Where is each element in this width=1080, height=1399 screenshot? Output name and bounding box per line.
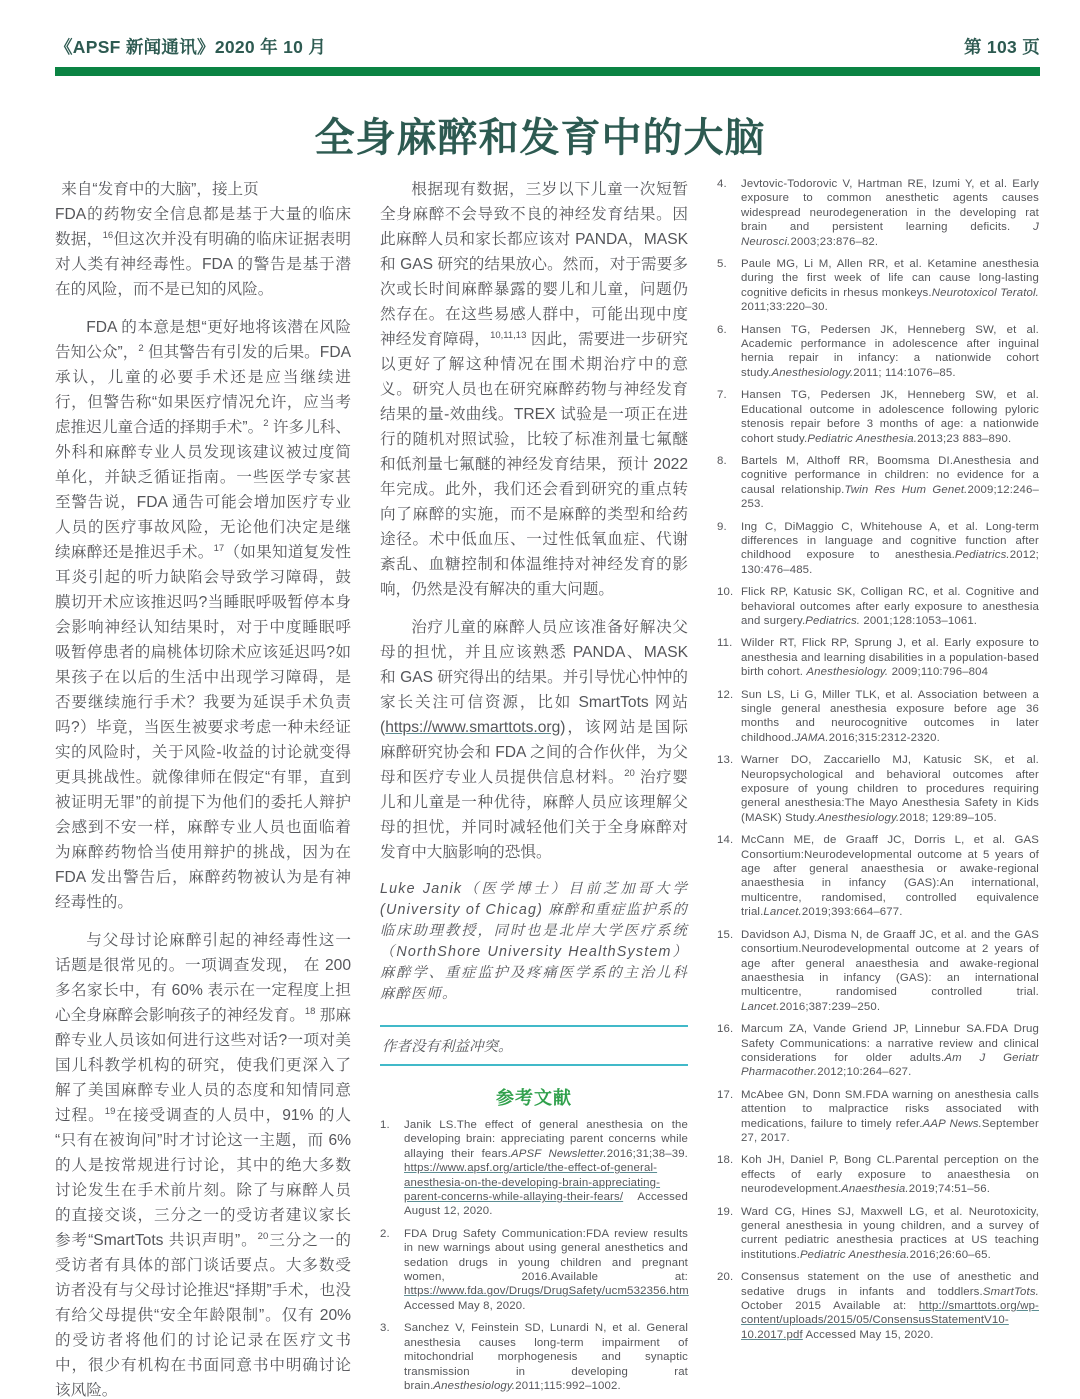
reference-number: 15. [717, 928, 734, 941]
reference-item [717, 688, 1039, 746]
page-number: 第 103 页 [963, 37, 1040, 57]
reference-item [717, 520, 1039, 578]
text-segment: Consensus statement on the use of anesthetic and sedative drugs in infants and toddlers. [741, 1271, 1039, 1298]
reference-number: 14. [717, 834, 734, 847]
reference-number: 5. [717, 258, 727, 271]
text-segment: 治疗儿童的麻醉人员应该准备好解决父母的担忧，并且应该熟悉 PANDA、MASK 和 GAS 研究得出的结果。并引导忧心忡忡的家长关注可信资源，比如 SmartTots 网站 ( [380, 619, 688, 736]
url-link[interactable]: https://www.apsf.org/article/the-effect-of-general-anesthesia-on-the-developing-brain-appreciating-parent-concerns-while-allaying-their-fears/ [404, 1162, 661, 1204]
text-segment: Sun LS, Li G, Miller TLK, et al. Association between a single general anesthesia exposure before age 36 months and neurocognitive outcomes in later childhood. [741, 688, 1039, 744]
column-3 [717, 177, 1039, 1350]
text-segment: FDA Drug Safety Communication:FDA review results in new warnings about using general anesthetics and sedation drugs in young children and pregnant women, 2016.Available at: [404, 1227, 688, 1284]
body-paragraph [55, 928, 351, 1399]
reference-number: 2. [380, 1227, 390, 1240]
text-segment: October 2015 Available at: [741, 1300, 919, 1313]
text-segment: 2009;12:246–253. [741, 483, 1039, 511]
text-segment: 2016;315:2312-2320. [828, 731, 940, 744]
page-header [0, 0, 1080, 67]
reference-item [380, 1321, 688, 1393]
citation-superscript: 10,11,13 [490, 329, 527, 341]
text-segment: 2011; 114:1076–85. [853, 366, 956, 379]
reference-number: 10. [717, 586, 734, 599]
journal-name: Neurotoxicol Teratol. [931, 286, 1039, 299]
citation-superscript: 17 [213, 542, 225, 554]
text-segment: 2019;74:51–56. [908, 1183, 991, 1196]
reference-number: 16. [717, 1023, 734, 1036]
text-segment: 2016;387:239–250. [779, 1000, 881, 1013]
text-segment: FDA 的本意是想“更好地将该潜在风险告知公众”， [55, 319, 351, 361]
reference-item [717, 388, 1039, 446]
text-segment: 2012; 130:476–485. [741, 549, 1039, 576]
text-segment: Ward CG, Hines SJ, Maxwell LG, et al. Neurotoxicity, general anesthesia in young children, and a survey of current pediatric anesthesia practices at US teaching institutions. [741, 1205, 1039, 1261]
citation-superscript: 18 [304, 1005, 316, 1017]
text-segment: 2011;115:992–1002. [515, 1379, 621, 1392]
reference-number: 13. [717, 754, 734, 767]
text-segment: Flick RP, Katusic SK, Colligan RC, et al. Cognitive and behavioral outcomes after early exposure to anesthesia and surgery. [741, 586, 1039, 627]
article-body [0, 177, 1080, 1399]
text-segment: Davidson AJ, Disma N, de Graaff JC, et al. and the GAS consortium.Neurodevelopmental outcome at 2 years of age after general anaesthesia and awake-regional anaesthesia in infancy (GAS): an international multicentre, randomised controlled trial. [741, 928, 1039, 999]
journal-name: Pediatrics. [805, 614, 861, 627]
text-segment: 但这次并没有明确的临床证据表明对人类有神经毒性。FDA 的警告是基于潜在的风险，而不是已知的风险。 [55, 231, 351, 298]
journal-name: Anaesthesia. [841, 1183, 909, 1196]
journal-name: JAMA. [794, 731, 829, 744]
reference-item [717, 585, 1039, 628]
text-segment: 2019;393:664–677. [801, 906, 903, 919]
reference-number: 19. [717, 1205, 734, 1218]
text-segment: Accessed May 8, 2020. [404, 1299, 526, 1312]
reference-item [717, 1022, 1039, 1080]
citation-superscript: 2 [138, 342, 144, 354]
citation-superscript: 2 [263, 417, 269, 429]
journal-name: Anesthesiology. [771, 366, 854, 379]
reference-number: 3. [380, 1322, 390, 1335]
reference-number: 18. [717, 1154, 734, 1167]
text-segment: Paule MG, Li M, Allen RR, et al. Ketamine anesthesia during the first week of life can cause long-lasting cognitive deficits in rhesus monkeys. [741, 258, 1039, 299]
text-segment: Bartels M, Althoff RR, Boomsma DI.Anesthesia and cognitive performance in children: no evidence for a causal relationship. [741, 454, 1039, 496]
reference-item [717, 833, 1039, 919]
text-segment: Wilder RT, Flick RP, Sprung J, et al. Early exposure to anesthesia and learning disabilities in a population-based birth cohort. [741, 637, 1039, 679]
reference-item [717, 257, 1039, 315]
conflict-of-interest-text: 作者没有利益冲突。 [382, 1039, 513, 1055]
text-segment: 2003;23:876–82. [790, 235, 879, 248]
text-segment: 许多儿科、外科和麻醉专业人员发现该建议被过度简单化，并缺乏循证指南。一些医学专家甚至警告说，FDA 通告可能会增加医疗专业人员的医疗事故风险，无论他们决定是继续麻醉还是推迟手术。 [55, 419, 351, 561]
references-heading: 参考文献 [496, 1088, 572, 1108]
url-link[interactable]: https://www.smarttots.org [385, 719, 561, 736]
text-segment: 2018; 129:89–105. [899, 811, 997, 824]
reference-item [380, 1118, 688, 1219]
text-segment: 2016;26:60–65. [909, 1248, 991, 1261]
text-segment: Jevtovic-Todorovic V, Hartman RE, Izumi Y, et al. Early exposure to common anesthetic agents causes widespread neurodegeneration in the developing rat brain and persistent learning deficits. [741, 178, 1039, 234]
reference-number: 4. [717, 178, 727, 190]
reference-item [717, 928, 1039, 1014]
column-2 [380, 177, 688, 1399]
text-segment: Janik LS.The effect of general anesthesia on the developing brain: appreciating parent concerns while allaying their fears. [404, 1119, 688, 1160]
journal-name: APSF Newsletter. [510, 1147, 607, 1160]
url-link[interactable]: http://smarttots.org/wp-content/uploads/2015/05/ConsensusStatementV10-10.2017.pdf [741, 1300, 1039, 1341]
journal-name: SmartTots. [982, 1285, 1039, 1298]
reference-number: 12. [717, 688, 734, 701]
column-1 [55, 177, 351, 1399]
text-segment: 2016;31;38–39. [606, 1147, 688, 1160]
text-segment: McAbee GN, Donn SM.FDA warning on anesthesia calls attention to malpractice risks associated with medications, failure to timely refer. [741, 1088, 1039, 1130]
text-segment: 因此，需要进一步研究以更好了解这种情况在围术期治疗中的意义。研究人员也在研究麻醉药物与神经发育结果的量-效曲线。TREX 试验是一项正在进行的随机对照试验，比较了标准剂量七氟醚和低剂量七氟醚的神经发育结果，预计 2022 年完成。此外，我们还会看到研究的重点转向了麻醉的实施，而不是麻醉的类型和给药途径。术中低血压、一过性低氧血症、代谢紊乱、血糖控制和体温维持对神经发育的影响，仍然是没有解决的重大问题。 [380, 331, 688, 598]
text-segment: 但其警告有引发的后果。FDA 承认，儿童的必要手术还是应当继续进行，但警告称“如果医疗情况允许，应当考虑推迟儿童合适的择期手术”。 [55, 344, 351, 436]
citation-superscript: 20 [624, 767, 635, 779]
citation-superscript: 16 [102, 229, 114, 241]
reference-item [717, 177, 1039, 249]
text-segment: 三分之一的受访者有具体的部门谈话要点。大多数受访者没有与父母讨论推迟“择期”手术，也没有给父母提供“安全年龄限制”。仅有 20% 的受访者将他们的讨论记录在医疗文书中，很少有机构在书面同意书中明确讨论该风险。 [55, 1232, 351, 1399]
reference-number: 8. [717, 454, 727, 467]
text-segment: 2013;23 883–890. [917, 432, 1012, 445]
journal-name: J Neurosci. [741, 221, 1039, 248]
reference-number: 6. [717, 323, 727, 336]
reference-item [380, 1227, 688, 1313]
journal-name: Pediatrics. [954, 549, 1010, 562]
column-1-paragraphs [55, 202, 351, 1399]
text-segment: FDA的药物安全信息都是基于大量的临床数据， [55, 206, 351, 248]
text-segment: )，该网站是国际麻醉研究协会和 FDA 之间的合作伙伴，为父母和医疗专业人员提供信息材料。 [380, 719, 688, 786]
article-title: 全身麻醉和发育中的大脑 [314, 116, 766, 160]
journal-name: Pediatric Anesthesia. [799, 1248, 910, 1261]
text-segment: 2011;33:220–30. [741, 301, 828, 314]
body-paragraph [55, 202, 351, 302]
journal-name: Twin Res Hum Genet. [844, 483, 968, 496]
citation-superscript: 19 [104, 1105, 116, 1117]
reference-item [717, 323, 1039, 381]
journal-name: Lancet. [763, 906, 802, 919]
continued-from-line: 来自“发育中的大脑”，接上页 [61, 181, 259, 198]
reference-item [717, 1270, 1039, 1342]
text-segment: （如果知道复发性耳炎引起的听力缺陷会导致学习障碍，鼓膜切开术应该推迟吗?当睡眠呼吸暂停本身会影响神经认知结果时，对于中度睡眠呼吸暂停患者的扁桃体切除术应该延迟吗?如果孩子在以后的生活中出现学习障碍，是否要继续施行手术？我要为延误手术负责吗?）毕竟，当医生被要求考虑一种未经证实的风险时，关于风险-收益的讨论就变得更具挑战性。就像律师在假定“有罪，直到被证明无罪”的前提下为他们的委托人辩护会感到不安一样，麻醉专业人员也面临着为麻醉药物恰当使用辩护的挑战，因为在 FDA 发出警告后，麻醉药物被认为是有神经毒性的。 [55, 544, 351, 911]
conflict-of-interest-note [380, 1025, 688, 1066]
text-segment: Hansen TG, Pedersen JK, Henneberg SW, et al. Academic performance in adolescence after inguinal hernia repair in infancy: a nationwide cohort study. [741, 323, 1039, 379]
journal-name: Lancet. [741, 1000, 780, 1013]
newsletter-name: 《APSF 新闻通讯》2020 年 10 月 [55, 37, 327, 57]
author-bio: Luke Janik（医学博士）目前芝加哥大学 (University of Chicag) 麻醉和重症监护系的临床助理教授，同时也是北岸大学医疗系统（NorthShore University HealthSystem）麻醉学、重症监护及疼痛医学系的主治儿科麻醉医师。 [380, 881, 688, 1002]
text-segment: Hansen TG, Pedersen JK, Henneberg SW, et al. Educational outcome in adolescence following pyloric stenosis repair before 3 months of age: a nationwide cohort study. [741, 389, 1039, 445]
journal-name: AAP News. [922, 1117, 982, 1130]
journal-name: Anesthesiology. [817, 811, 900, 824]
column-2-paragraphs [380, 177, 688, 865]
text-segment: McCann ME, de Graaff JC, Dorris L, et al. GAS Consortium:Neurodevelopmental outcome at 5 years of age after general anaesthesia or awake-regional anaesthesia in infancy (GAS):An international, multicentre, randomised, controlled equivalence trial. [741, 834, 1039, 919]
text-segment: 那麻醉专业人员该如何进行这些对话?一项对美国儿科教学机构的研究，使我们更深入了解了美国麻醉专业人员的态度和知情同意过程。 [55, 1007, 351, 1124]
body-paragraph [55, 315, 351, 915]
text-segment: 与父母讨论麻醉引起的神经毒性这一话题是很常见的。一项调查发现， 在 200 多名家长中，有 60% 表示在一定程度上担心全身麻醉会影响孩子的神经发育。 [55, 932, 351, 1024]
header-rule [55, 67, 1040, 76]
reference-number: 20. [717, 1271, 734, 1284]
text-segment: Warner DO, Zaccariello MJ, Katusic SK, et al. Neuropsychological and behavioral outcomes after exposure of young children to procedures requiring general anesthesia:The Mayo Anesthesia Safety in Kids (MASK) Study. [741, 754, 1039, 824]
reference-number: 7. [717, 389, 727, 402]
reference-item [717, 753, 1039, 825]
url-link[interactable]: https://www.fda.gov/Drugs/DrugSafety/ucm532356.htm [404, 1285, 689, 1298]
text-segment: Accessed May 15, 2020. [802, 1328, 934, 1341]
journal-name: Pediatric Anesthesia. [807, 432, 918, 445]
text-segment: 2012;10:264–627. [817, 1066, 912, 1079]
text-segment: 治疗婴儿和儿童是一种优待，麻醉人员应该理解父母的担忧，并同时减轻他们关于全身麻醉对发育中大脑影响的恐惧。 [380, 769, 688, 861]
text-segment: September 27, 2017. [741, 1117, 1039, 1144]
reference-number: 1. [380, 1119, 390, 1131]
reference-number: 11. [717, 637, 733, 650]
text-segment: 根据现有数据，三岁以下儿童一次短暂全身麻醉不会导致不良的神经发育结果。因此麻醉人员和家长都应该对 PANDA，MASK 和 GAS 研究的结果放心。然而，对于需要多次或长时间麻醉暴露的婴儿和儿童，问题仍然存在。在这些易感人群中，可能出现中度神经发育障碍， [380, 181, 688, 348]
journal-name: Am J Geriatr Pharmacother. [741, 1051, 1039, 1079]
citation-superscript: 20 [257, 1230, 269, 1242]
reference-item [717, 1153, 1039, 1196]
journal-name: Anesthesiology. [433, 1379, 516, 1392]
reference-item [717, 636, 1039, 679]
text-segment: 2001;128:1053–1061. [860, 614, 978, 627]
references-list-part1 [380, 1118, 688, 1393]
text-segment: 2009;110:796–804 [888, 666, 989, 679]
text-segment: Koh JH, Daniel P, Bong CL.Parental perception on the effects of early exposure to anaesthesia on neurodevelopment. [741, 1154, 1039, 1196]
body-paragraph [380, 615, 688, 865]
text-segment: Sanchez V, Feinstein SD, Lunardi N, et al. General anesthesia causes long-term impairment of mitochondrial morphogenesis and synaptic transmission in developing rat brain. [404, 1322, 688, 1392]
reference-item [717, 1088, 1039, 1146]
body-paragraph [380, 177, 688, 602]
references-list-part2 [717, 177, 1039, 1342]
text-segment: 在接受调查的人员中，91% 的人“只有在被询问”时才讨论这一主题，而 6% 的人是按常规进行讨论，其中的绝大多数讨论发生在手术前片刻。除了与麻醉人员的直接交谈，三分之一的受访者建议家长参考“SmartTots 共识声明”。 [55, 1107, 351, 1249]
reference-number: 17. [717, 1088, 734, 1101]
text-segment: Marcum ZA, Vande Griend JP, Linnebur SA.FDA Drug Safety Communications: a narrative review and clinical considerations for older adults. [741, 1023, 1039, 1064]
reference-item [717, 1205, 1039, 1263]
text-segment: Ing C, DiMaggio C, Whitehouse A, et al. Long-term differences in language and cognitive function after childhood exposure to anesthesia. [741, 520, 1039, 562]
reference-number: 9. [717, 520, 727, 533]
reference-item [717, 454, 1039, 512]
journal-name: Anesthesiology. [806, 666, 889, 679]
text-segment: Accessed August 12, 2020. [404, 1191, 688, 1218]
